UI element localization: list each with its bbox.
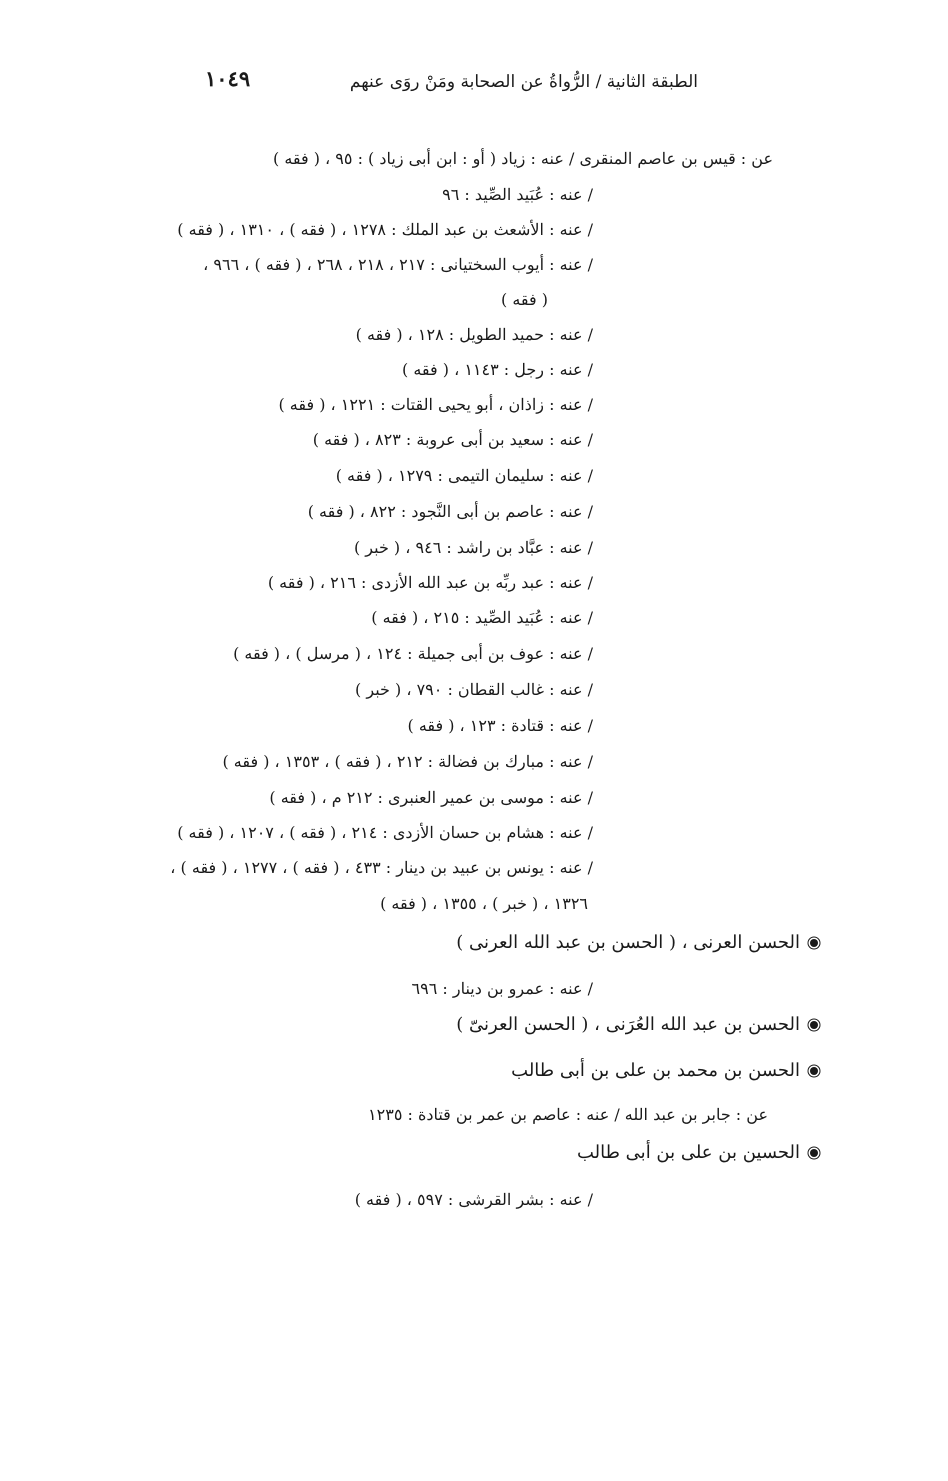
entry-name: الحسن بن عبد الله العُرَنى ، ( الحسن العرنىّ ) [456,1014,800,1035]
entry-heading [456,1014,818,1035]
text-line: / عنه : زاذان ، أبو يحيى القتات : ١٢٢١ ، ( فقه ) [278,395,593,414]
text-line: / عنه : مبارك بن فضالة : ٢١٢ ، ( فقه ) ، ١٣٥٣ ، ( فقه ) [222,752,593,771]
text-line: / عنه : الأشعث بن عبد الملك : ١٢٧٨ ، ( فقه ) ، ١٣١٠ ، ( فقه ) [177,220,593,239]
entry-detail: / عنه : عمرو بن دينار : ٦٩٦ [411,979,593,998]
text-line: / عنه : عبد ربِّه بن عبد الله الأزدى : ٢١٦ ، ( فقه ) [267,573,593,592]
text-line: / عنه : عبَّاد بن راشد : ٩٤٦ ، ( خبر ) [353,538,593,557]
entry-name: الحسين بن على بن أبى طالب [576,1142,800,1163]
entry-name: الحسن بن محمد بن على بن أبى طالب [511,1060,800,1081]
text-line: / عنه : سعيد بن أبى عروبة : ٨٢٣ ، ( فقه ) [312,430,593,449]
entry-heading [511,1060,818,1081]
text-line: / عنه : موسى بن عمير العنبرى : ٢١٢ م ، ( فقه ) [269,788,593,807]
text-line: / عنه : عُبَيد الصِّيد : ٢١٥ ، ( فقه ) [371,608,593,627]
entry-heading [456,932,818,953]
text-line: / عنه : عوف بن أبى جميلة : ١٢٤ ، ( مرسل ) ، ( فقه ) [233,644,593,663]
bullet-icon [810,1021,818,1029]
text-line: / عنه : سليمان التيمى : ١٢٧٩ ، ( فقه ) [335,466,593,485]
text-line: / عنه : هشام بن حسان الأزدى : ٢١٤ ، ( فقه ) ، ١٢٠٧ ، ( فقه ) [177,823,593,842]
entry-detail: عن : جابر بن عبد الله / عنه : عاصم بن عمر بن قتادة : ١٢٣٥ [368,1105,768,1124]
text-line: / عنه : حميد الطويل : ١٢٨ ، ( فقه ) [355,325,593,344]
entry-detail: / عنه : بشر القرشى : ٥٩٧ ، ( فقه ) [354,1190,593,1209]
text-line: / عنه : يونس بن عبيد بن دينار : ٤٣٣ ، ( فقه ) ، ١٢٧٧ ، ( فقه ) ، [170,858,593,877]
text-line-continuation: ( فقه ) [501,290,548,309]
bullet-icon [810,1067,818,1075]
page-number: ١٠٤٩ [205,66,251,91]
text-line: / عنه : رجل : ١١٤٣ ، ( فقه ) [402,360,593,379]
bullet-icon [810,939,818,947]
text-line: / عنه : أيوب السختيانى : ٢١٧ ، ٢١٨ ، ٢٦٨ ، ( فقه ) ، ٩٦٦ ، [203,255,593,274]
text-line: عن : قيس بن عاصم المنقرى / عنه : زياد ( أو : ابن أبى زياد ) : ٩٥ ، ( فقه ) [272,149,773,168]
text-line: / عنه : عُبَيد الصِّيد : ٩٦ [442,185,593,204]
text-line: / عنه : غالب القطان : ٧٩٠ ، ( خبر ) [355,680,593,699]
running-header-title: الطبقة الثانية / الرُّواةُ عن الصحابة ومَنْ روَى عنهم [349,72,698,92]
bullet-icon [810,1149,818,1157]
entry-name: الحسن العرنى ، ( الحسن بن عبد الله العرنى ) [456,932,800,953]
text-line: / عنه : قتادة : ١٢٣ ، ( فقه ) [407,716,593,735]
text-line: / عنه : عاصم بن أبى النَّجود : ٨٢٢ ، ( فقه ) [307,502,593,521]
entry-heading [577,1142,818,1163]
text-line-continuation: ١٣٢٦ ، ( خبر ) ، ١٣٥٥ ، ( فقه ) [380,894,588,913]
